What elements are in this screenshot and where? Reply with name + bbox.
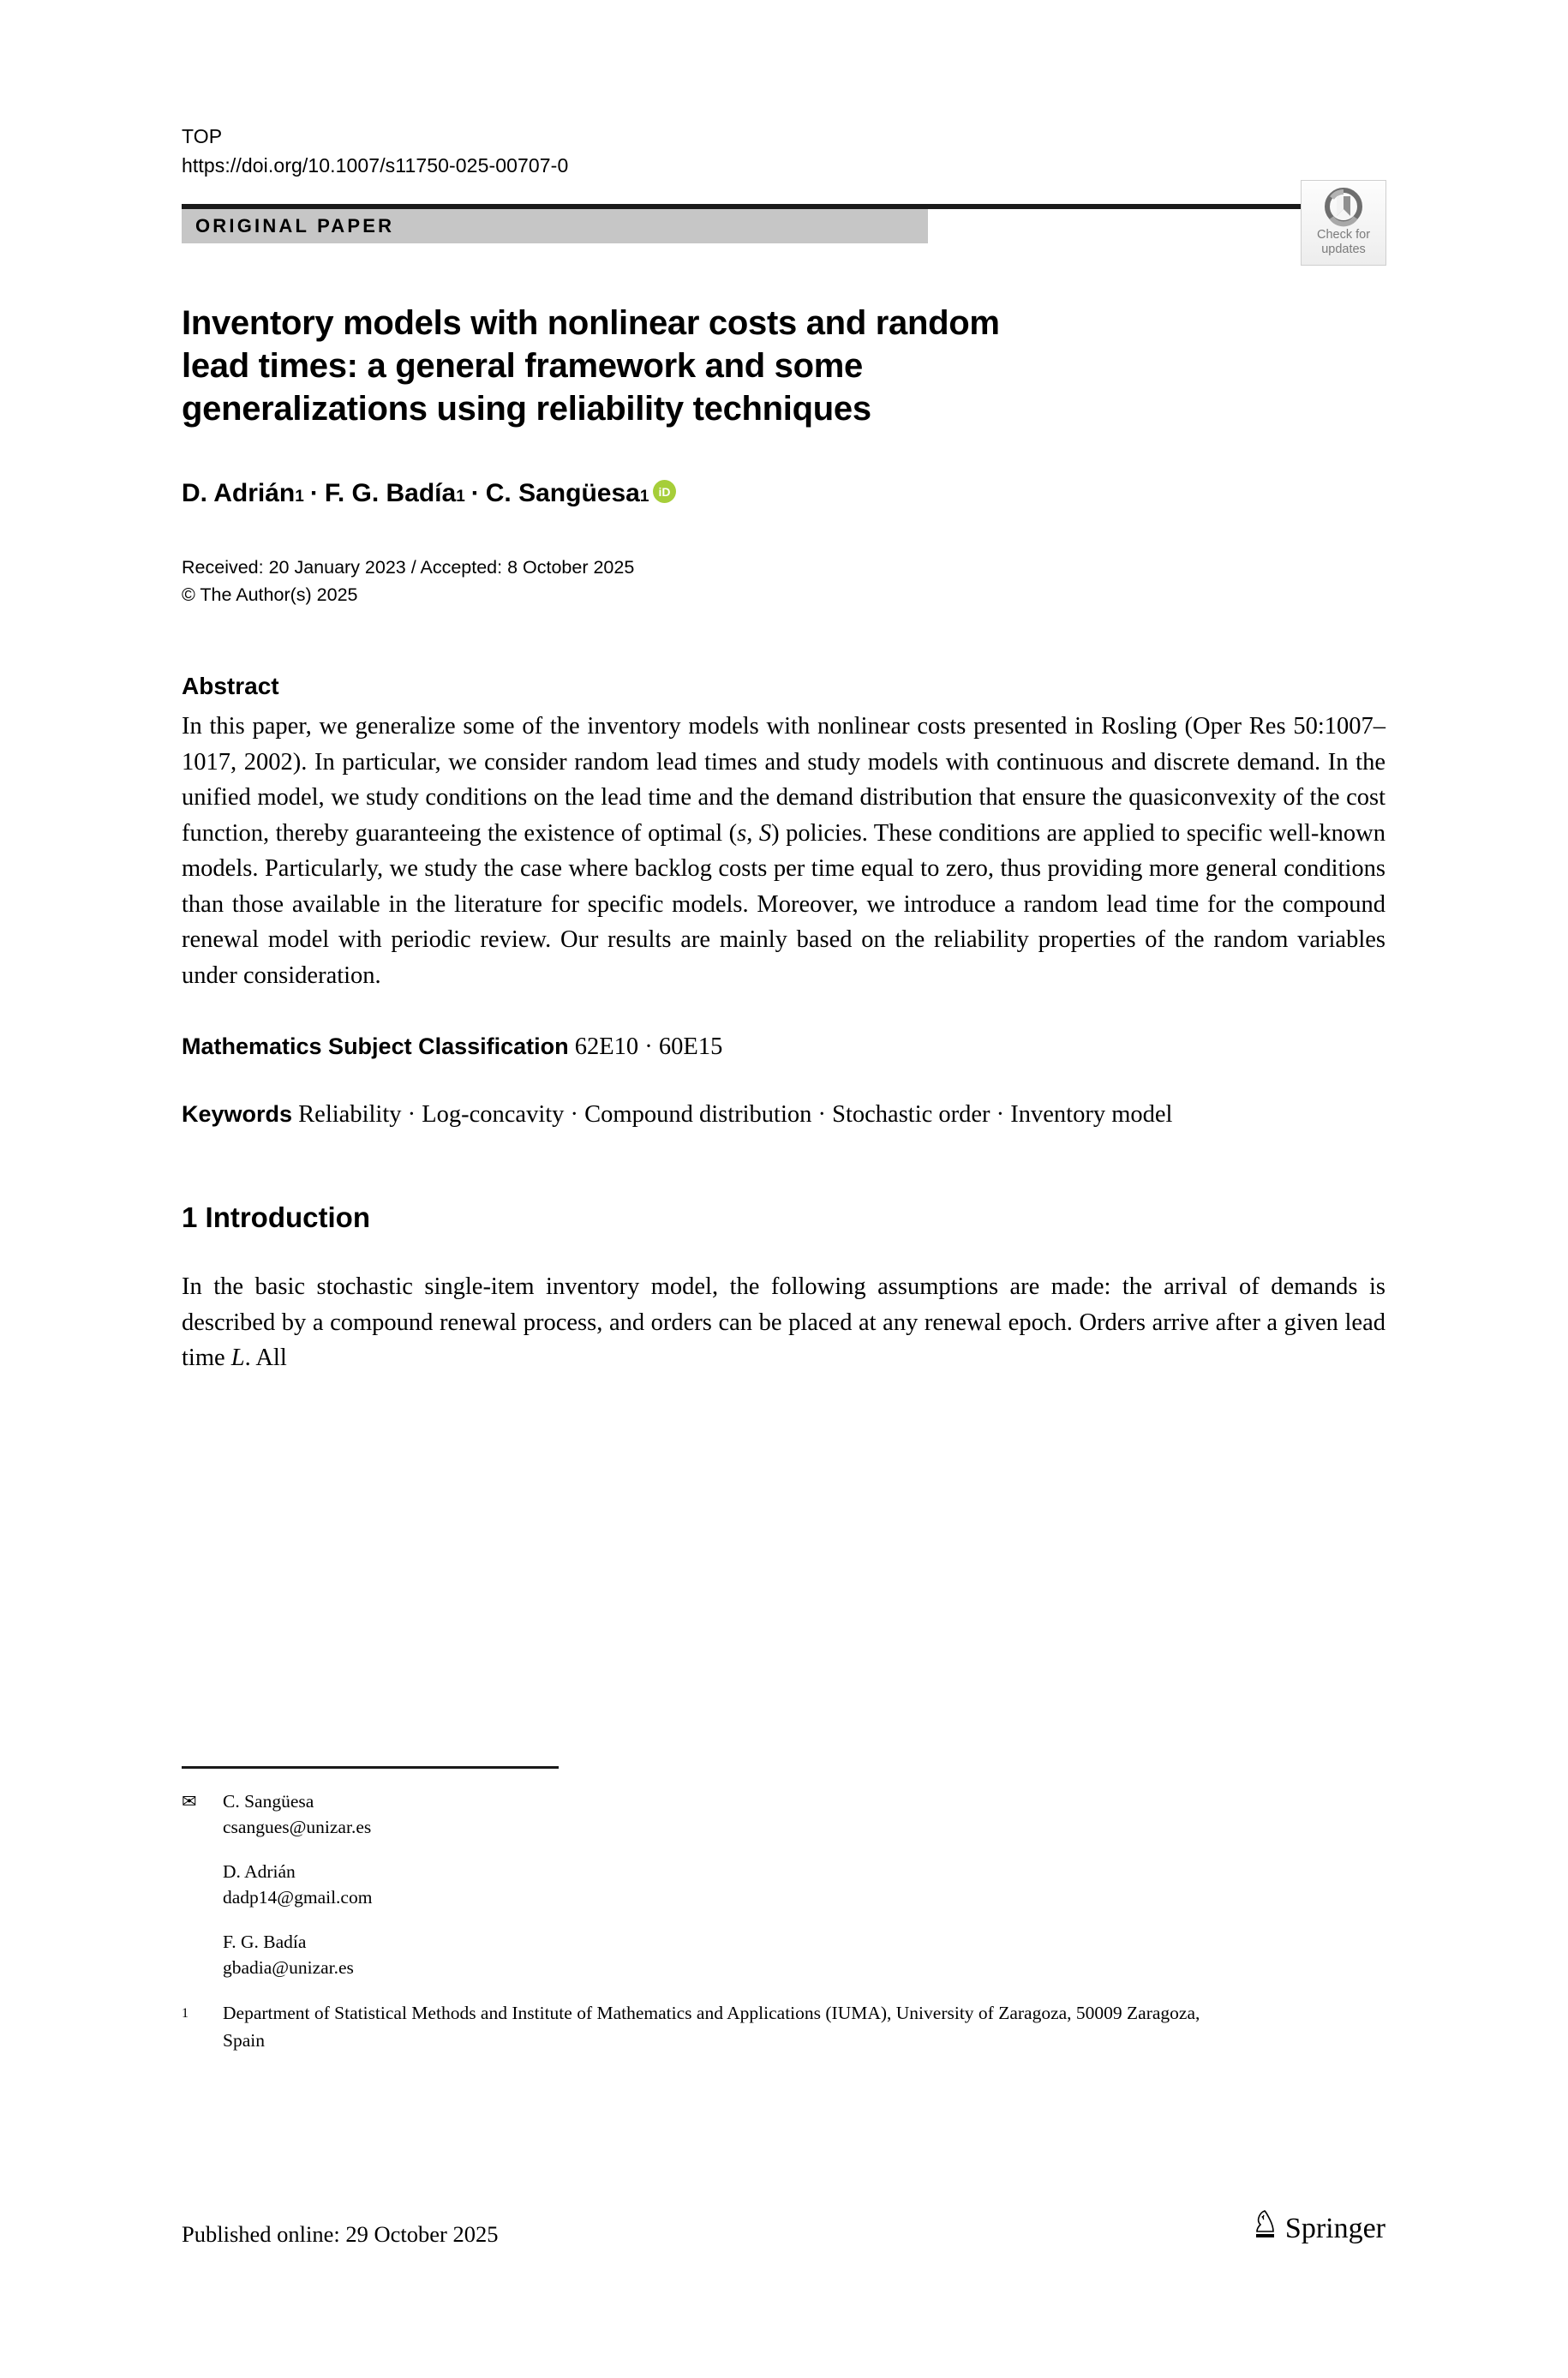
affiliation-text: Department of Statistical Methods and Institute of Mathematics and Applications (IUMA), University of Zaragoza, 50009 Zaragoza, Spain xyxy=(223,2003,1200,2051)
author-contact-row xyxy=(182,1929,1385,1980)
affiliation-marker: 1 xyxy=(182,2006,189,2021)
envelope-glyph: ✉ xyxy=(182,1791,197,1812)
corresponding-author-info xyxy=(223,1788,371,1840)
footnote-marker-spacer xyxy=(182,1929,223,1980)
publication-history xyxy=(182,554,1385,608)
author-affil-marker-3: 1 xyxy=(639,488,649,506)
author-contact-email[interactable]: gbadia@unizar.es xyxy=(223,1957,354,1978)
crossmark-line2: updates xyxy=(1321,243,1366,256)
author-contact-info xyxy=(223,1929,354,1980)
copyright-line: © The Author(s) 2025 xyxy=(182,584,358,605)
author-separator: · xyxy=(309,479,319,507)
section-1-heading: 1 Introduction xyxy=(182,1201,370,1233)
doi-link[interactable]: https://doi.org/10.1007/s11750-025-00707-0 xyxy=(182,154,569,177)
received-accepted-dates: Received: 20 January 2023 / Accepted: 8 October 2025 xyxy=(182,557,635,578)
author-contact-email[interactable]: dadp14@gmail.com xyxy=(223,1887,373,1908)
keywords-values: Reliability · Log-concavity · Compound distribution · Stochastic order · Inventory model xyxy=(298,1101,1173,1128)
published-online-date: Published online: 29 October 2025 xyxy=(182,2221,499,2247)
abstract-heading: Abstract xyxy=(182,673,279,699)
section-1-text-part2: . All xyxy=(244,1345,287,1371)
author-name-1: D. Adrián xyxy=(182,479,296,507)
abstract-section xyxy=(182,672,1385,993)
affiliation-row xyxy=(182,1999,1385,2054)
page-title: Inventory models with nonlinear costs and random lead times: a general framework and some generalizations using reliability techniques xyxy=(182,304,1000,428)
publisher-name: Springer xyxy=(1284,2212,1385,2244)
section-1-math-L: L xyxy=(230,1345,245,1371)
corresponding-author-row xyxy=(182,1788,1385,1840)
crossmark-badge[interactable] xyxy=(1301,180,1386,266)
author-separator: · xyxy=(470,479,480,507)
article-type-banner xyxy=(182,209,928,243)
springer-knight-logo-icon xyxy=(1253,2208,1278,2249)
orcid-id-icon[interactable] xyxy=(653,478,676,501)
paper-page xyxy=(182,122,1385,2264)
footnote-divider xyxy=(182,1766,559,1769)
abstract-math-comma: , xyxy=(746,819,759,847)
corresponding-author-name: C. Sangüesa xyxy=(223,1791,314,1812)
section-1-text-part1: In the basic stochastic single-item inventory model, the following assumptions are made: the arrival of demands is described by a compound renewal process, and orders can be placed at any renewal epoch. Orders arrive after a given lead time xyxy=(182,1273,1385,1371)
author-name-3: C. Sangüesa xyxy=(485,479,640,507)
envelope-icon xyxy=(182,1788,223,1840)
abstract-math-S: S xyxy=(758,819,772,847)
publisher-logo xyxy=(1253,2208,1385,2249)
author-contact-name: D. Adrián xyxy=(223,1861,296,1882)
keywords-section xyxy=(182,1097,1385,1132)
author-contact-row xyxy=(182,1859,1385,1910)
msc-label: Mathematics Subject Classification xyxy=(182,1033,569,1059)
author-list xyxy=(182,476,1385,514)
keywords-label: Keywords xyxy=(182,1101,293,1127)
abstract-text-part2: ) policies. These conditions are applied to specific well-known models. Particularly, we study the case where backlog costs per time equal to zero, thus providing more general conditions than those available in the literature for specific models. Moreover, we introduce a random lead time for the compound renewal model with periodic review. Our results are mainly based on the reliability properties of the random variables under consideration. xyxy=(182,819,1385,989)
msc-codes: 62E10 · 60E15 xyxy=(574,1033,723,1060)
author-affil-marker-2: 1 xyxy=(456,488,465,506)
journal-name: TOP xyxy=(182,125,223,147)
page-footer xyxy=(182,2208,1385,2249)
crossmark-check-for-updates-icon xyxy=(1323,186,1364,227)
abstract-text-part1: In this paper, we generalize some of the inventory models with nonlinear costs presented in Rosling (Oper Res 50:1007–1017, 2002). In particular, we consider random lead times and study models with continuous and discrete demand. In the unified model, we study conditions on the lead time and the demand distribution that ensure the quasiconvexity of the cost function, thereby guaranteeing the existence of optimal ( xyxy=(182,713,1385,847)
abstract-text xyxy=(182,709,1385,993)
author-affil-marker-1: 1 xyxy=(295,488,304,506)
author-contact-info xyxy=(223,1859,372,1910)
svg-text:iD: iD xyxy=(658,485,671,499)
msc-section xyxy=(182,1029,1385,1064)
footnote-block xyxy=(182,1788,1385,2073)
section-1-text xyxy=(182,1269,1385,1376)
author-contact-name: F. G. Badía xyxy=(223,1932,307,1952)
footnote-marker-spacer xyxy=(182,1859,223,1910)
article-type-label: ORIGINAL PAPER xyxy=(195,215,395,237)
corresponding-author-email[interactable]: csangues@unizar.es xyxy=(223,1817,372,1837)
author-name-2: F. G. Badía xyxy=(324,479,457,507)
crossmark-line1: Check for xyxy=(1316,228,1371,242)
abstract-math-s: s xyxy=(737,819,747,847)
